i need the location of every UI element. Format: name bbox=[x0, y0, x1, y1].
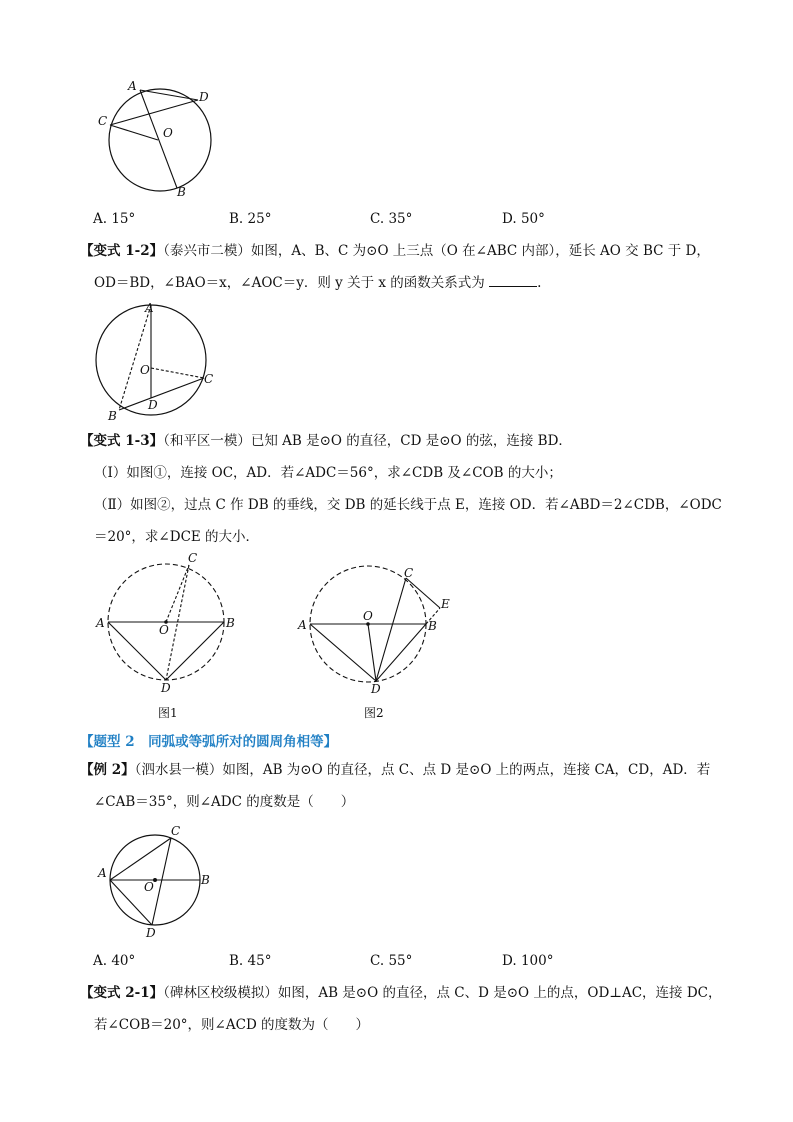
label-B: B bbox=[201, 873, 210, 887]
label-E: E bbox=[441, 597, 450, 611]
label-D: D bbox=[371, 682, 381, 696]
v13-part2a-text: （Ⅱ）如图②，过点 C 作 DB 的垂线，交 DB 的延长线于点 E，连接 OD．若∠ABD＝2∠CDB，∠ODC bbox=[94, 497, 722, 513]
ex2-tag: 【例 2】 bbox=[80, 762, 135, 778]
label-B: B bbox=[108, 409, 117, 423]
choice-letter: D. bbox=[502, 211, 517, 227]
label-O: O bbox=[163, 126, 173, 140]
label-D: D bbox=[148, 398, 158, 412]
choice-letter: B. bbox=[229, 211, 244, 227]
label-D: D bbox=[199, 90, 209, 104]
label-D: D bbox=[146, 926, 156, 940]
segment-AC bbox=[110, 838, 171, 880]
label-O: O bbox=[144, 880, 154, 894]
label-C: C bbox=[171, 824, 181, 838]
choice-value: 45° bbox=[247, 953, 272, 969]
v21-text1: （碑林区校级模拟）如图，AB 是⊙O 的直径，点 C、D 是⊙O 上的点，OD⊥AC，连接 DC， bbox=[163, 985, 722, 1001]
label-A: A bbox=[128, 79, 137, 93]
v12-end: . bbox=[537, 275, 542, 291]
label-A: A bbox=[298, 618, 307, 632]
choice-value: 25° bbox=[247, 211, 272, 227]
choice-value: 35° bbox=[388, 211, 413, 227]
choice-value: 100° bbox=[520, 953, 554, 969]
choice-value: 40° bbox=[111, 953, 136, 969]
v21-text2: 若∠COB＝20°，则∠ACD 的度数为（ ） bbox=[94, 1017, 370, 1033]
label-C: C bbox=[188, 551, 198, 565]
label-B: B bbox=[428, 619, 437, 633]
ex2-choice-c bbox=[370, 953, 412, 969]
v13-tag: 【变式 1-3】 bbox=[80, 433, 164, 449]
ex2-choice-a bbox=[93, 953, 135, 969]
choice-letter: C. bbox=[370, 211, 385, 227]
ex2-choice-d bbox=[502, 953, 553, 969]
label-O: O bbox=[363, 609, 373, 623]
ex2-choice-b bbox=[229, 953, 271, 969]
choice-letter: B. bbox=[229, 953, 244, 969]
label-D: D bbox=[161, 681, 171, 695]
label-A: A bbox=[98, 866, 107, 880]
choice-letter: A. bbox=[93, 211, 108, 227]
label-A: A bbox=[96, 616, 105, 630]
label-C: C bbox=[404, 566, 414, 580]
choice-value: 15° bbox=[111, 211, 136, 227]
v12-text1: （泰兴市二模）如图，A、B、C 为⊙O 上三点（O 在∠ABC 内部），延长 AO 交 BC 于 D， bbox=[163, 243, 710, 259]
v12-text2: OD＝BD，∠BAO＝x，∠AOC＝y．则 y 关于 x 的函数关系式为 bbox=[94, 275, 485, 291]
label-C: C bbox=[204, 372, 214, 386]
label-B: B bbox=[226, 616, 235, 630]
ex2-text2: ∠CAB＝35°，则∠ADC 的度数是（ ） bbox=[94, 794, 355, 810]
v13-text1: （和平区一模）已知 AB 是⊙O 的直径，CD 是⊙O 的弦，连接 BD． bbox=[163, 433, 572, 449]
v21-line2 bbox=[94, 1015, 369, 1035]
label-C: C bbox=[98, 114, 108, 128]
section-heading: 【题型 2 同弧或等弧所对的圆周角相等】 bbox=[80, 734, 338, 750]
ex2-text1: （泗水县一模）如图，AB 为⊙O 的直径，点 C、点 D 是⊙O 上的两点，连接 CA，CD，AD．若 bbox=[134, 762, 711, 778]
v13-part1-text: （Ⅰ）如图①，连接 OC，AD．若∠ADC＝56°，求∠CDB 及∠COB 的大小； bbox=[94, 465, 562, 481]
v21-line1 bbox=[80, 983, 722, 1003]
choice-value: 55° bbox=[388, 953, 413, 969]
fig1-caption: 图1 bbox=[158, 706, 178, 720]
choice-letter: A. bbox=[93, 953, 108, 969]
fig2-caption: 图2 bbox=[364, 706, 384, 720]
v13-part2b-text: ＝20°，求∠DCE 的大小． bbox=[94, 529, 260, 545]
choice-letter: D. bbox=[502, 953, 517, 969]
choice-letter: C. bbox=[370, 953, 385, 969]
label-A: A bbox=[145, 301, 154, 315]
label-O: O bbox=[140, 363, 150, 377]
label-O: O bbox=[159, 623, 169, 637]
v21-tag: 【变式 2-1】 bbox=[80, 985, 164, 1001]
choice-value: 50° bbox=[520, 211, 545, 227]
label-B: B bbox=[177, 185, 186, 199]
v12-tag: 【变式 1-2】 bbox=[80, 243, 164, 259]
